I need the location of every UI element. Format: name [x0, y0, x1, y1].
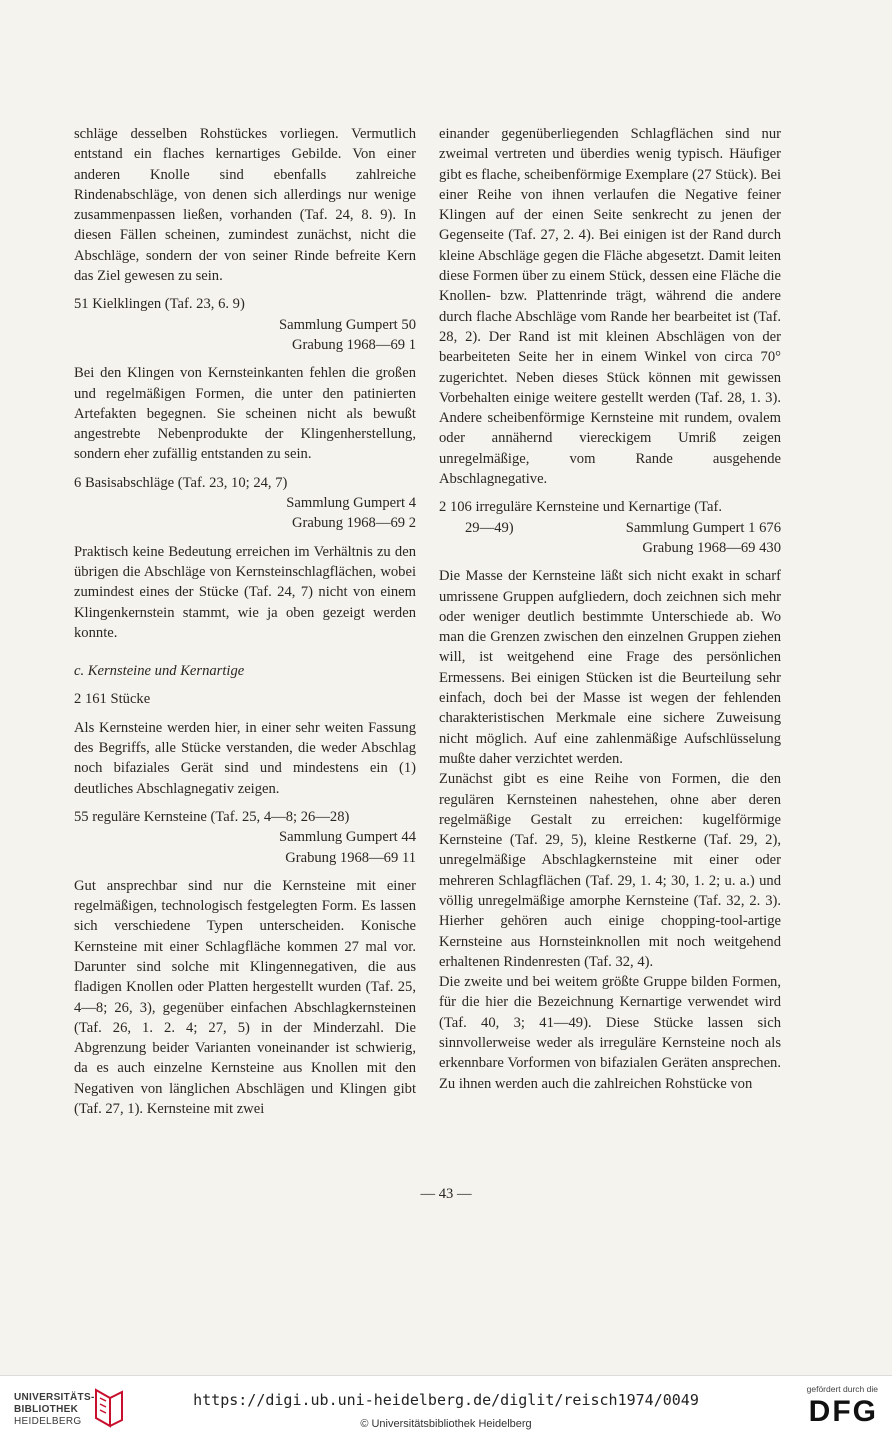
- dfg-logo[interactable]: [786, 1384, 878, 1430]
- collection-count: Sammlung Gumpert 4: [286, 495, 416, 512]
- logo-line: UNIVERSITÄTS-: [14, 1392, 95, 1403]
- entry-heading: 2 106 irreguläre Kernsteine und Kernartige (Taf.: [439, 499, 723, 516]
- logo-line: HEIDELBERG: [14, 1416, 82, 1427]
- paragraph: Die zweite und bei weitem größte Gruppe bilden Formen, für die hier die Bezeichnung Kernartige verwendet wird (Taf. 40, 3; 41—49). Diese Stücke lassen sich sinnvollerweise weder als irreguläre Kernsteine noch als erkennbare Vorformen von bifazialen Geräten ansprechen. Zu ihnen werden auch die zahlreichen Rohstücke von: [439, 974, 781, 1092]
- paragraph: Gut ansprechbar sind nur die Kernsteine mit einer regelmäßigen, technologisch festgelegten Form. Es lassen sich verschiedene Typen unterscheiden. Konische Kernsteine mit einer Schlagfläche kommen 27 mal vor. Darunter sind solche mit Klingennegativen, die aus fladigen Knollen oder Platten hergestellt wurden (Taf. 25, 4—8; 26, 3), gegenüber einfachen Abschlagkernsteinen (Taf. 26, 1. 2. 4; 27, 5) in der Minderzahl. Die Abgrenzung beider Varianten voneinander ist schwierig, da es auch einzelne Kernsteine aus Knollen mit den Negativen von länglichen Abschlägen und Klingen gibt (Taf. 27, 1). Kernsteine mit zwei: [74, 877, 416, 1118]
- viewer-footer: [0, 1375, 892, 1443]
- collection-count: Sammlung Gumpert 50: [278, 316, 416, 333]
- paragraph: Praktisch keine Bedeutung erreichen im Verhältnis zu den übrigen die Abschläge von Kernsteinschlagflächen, wobei zumindest eines der Stücke (Taf. 24, 7) nicht von einem Klingenkernstein stammt, wie ja oben gezeigt werden konnte.: [74, 543, 416, 641]
- paragraph: Als Kernsteine werden hier, in einer sehr weiten Fassung des Begriffs, alle Stücke verstanden, die weder Abschlag noch bifaziales Gerät sind und mindestens ein (1) deutliches Abschlagnegativ zeigen.: [74, 719, 416, 797]
- entry-heading: 51 Kielklingen (Taf. 23, 6. 9): [74, 296, 245, 313]
- paragraph: Zunächst gibt es eine Reihe von Formen, die den regulären Kernsteinen nahestehen, ohne aber deren regelmäßige Gestalt zu erreichen: kugelförmige Kernsteine (Taf. 29, 5), kleine Restkerne (Taf. 29, 2), unregelmäßige Abschlagkernsteine mit einer oder mehreren Schlagflächen (Taf. 29, 1. 4; 30, 1. 2; u. a.) und völlig unregelmäßige amorphe Kernsteine (Taf. 32, 2. 3). Hierher gehören auch einige chopping-tool-artige Kernsteine aus Hornsteinknollen mit noch weitgehend erhaltenen Rindenresten (Taf. 32, 4).: [439, 771, 781, 970]
- excavation-count: Grabung 1968—69 11: [285, 849, 416, 866]
- count-line: 2 161 Stücke: [74, 691, 151, 708]
- paragraph: Bei den Klingen von Kernsteinkanten fehlen die großen und regelmäßigen Formen, die unter den patinierten Artefakten begegnen. Sie scheinen nicht als bewußt angestrebte Nebenprodukte der Klingenherstellung, sondern eher zufällig entstanden zu sein.: [74, 365, 416, 463]
- collection-count: Sammlung Gumpert 1 676: [625, 519, 781, 536]
- paragraph: Die Masse der Kernsteine läßt sich nicht exakt in scharf umrissene Gruppen aufgliedern, doch zeichnen sich mehr oder weniger deutlich bestimmte Unterschiede ab. Wo man die Grenzen zwischen den einzelnen Gruppen ziehen will, ist weitgehend eine Frage des persönlichen Ermessens. Bei einigen Stücken ist die Beurteilung sehr einfach, doch bei der Masse ist wegen der fehlenden charakteristischen Merkmale eine sichere Zuweisung nicht möglich. Auf eine zahlenmäßige Aufschlüsselung mußte daher verzichtet werden.: [439, 568, 781, 767]
- collection-count: Sammlung Gumpert 44: [278, 829, 416, 846]
- dfg-caption: gefördert durch die: [806, 1384, 878, 1394]
- page-number: — 43 —: [420, 1186, 472, 1202]
- section-heading: c. Kernsteine und Kernartige: [74, 663, 245, 680]
- entry-heading: 55 reguläre Kernsteine (Taf. 25, 4—8; 26—28): [74, 808, 350, 825]
- logo-line: BIBLIOTHEK: [14, 1404, 79, 1415]
- left-column: [74, 124, 416, 1119]
- paragraph: einander gegenüberliegenden Schlagflächen sind nur zweimal vertreten und überdies wenig typisch. Häufiger gibt es flache, scheibenförmige Exemplare (27 Stück). Bei einer Reihe von ihnen verlaufen die Negative feiner Klingen auf der einen Seite senkrecht zu jenen der Gegenseite (Taf. 27, 2. 4). Bei einigen ist der Rand durch kleine Abschläge gegen die Fläche abgesetzt. Damit leiten diese Formen über zu einem Stück, dessen eine Fläche die Knollen- bzw. Plattenrinde trägt, während die andere durch flache Abschläge vom Rande her bearbeitet ist (Taf. 28, 2). Der Rand ist mit kleinen Abschlägen von der bearbeiteten Seite her in einem Winkel von circa 70° zugerichtet. Neben dieses Stück können mit gewissen Vorbehalten einige weitere gestellt werden (Taf. 28, 1. 3). Andere scheibenförmige Kernsteine mit rundem, ovalem oder annähernd viereckigem Umriß zeigen unregelmäßige, vom Rande ausgehende Abschlagnegative.: [439, 126, 781, 488]
- copyright-notice: © Universitätsbibliothek Heidelberg: [360, 1418, 532, 1430]
- entry-heading: 6 Basisabschläge (Taf. 23, 10; 24, 7): [74, 474, 288, 491]
- excavation-count: Grabung 1968—69 1: [291, 336, 416, 353]
- excavation-count: Grabung 1968—69 2: [291, 515, 416, 532]
- paragraph: schläge desselben Rohstückes vorliegen. Vermutlich entstand ein flaches kernartiges Gebilde. Von einer anderen Knolle sind ebenfalls zahlreiche Rindenabschläge, von denen sich allerdings nur wenige zusammenpassen ließen, vorhanden (Taf. 24, 8. 9). In diesen Fällen scheinen, zumindest zunächst, nicht die Abschläge, sondern der von seiner Rinde befreite Kern das Ziel gewesen zu sein.: [74, 126, 416, 285]
- excavation-count: Grabung 1968—69 430: [642, 539, 781, 556]
- entry-heading-continued: 29—49) Sammlung Gumpert 1 676: [439, 518, 781, 538]
- permalink-url[interactable]: https://digi.ub.uni-heidelberg.de/diglit/reisch1974/0049: [193, 1391, 699, 1409]
- dfg-wordmark: DFG: [808, 1395, 878, 1428]
- right-column: [439, 124, 781, 1094]
